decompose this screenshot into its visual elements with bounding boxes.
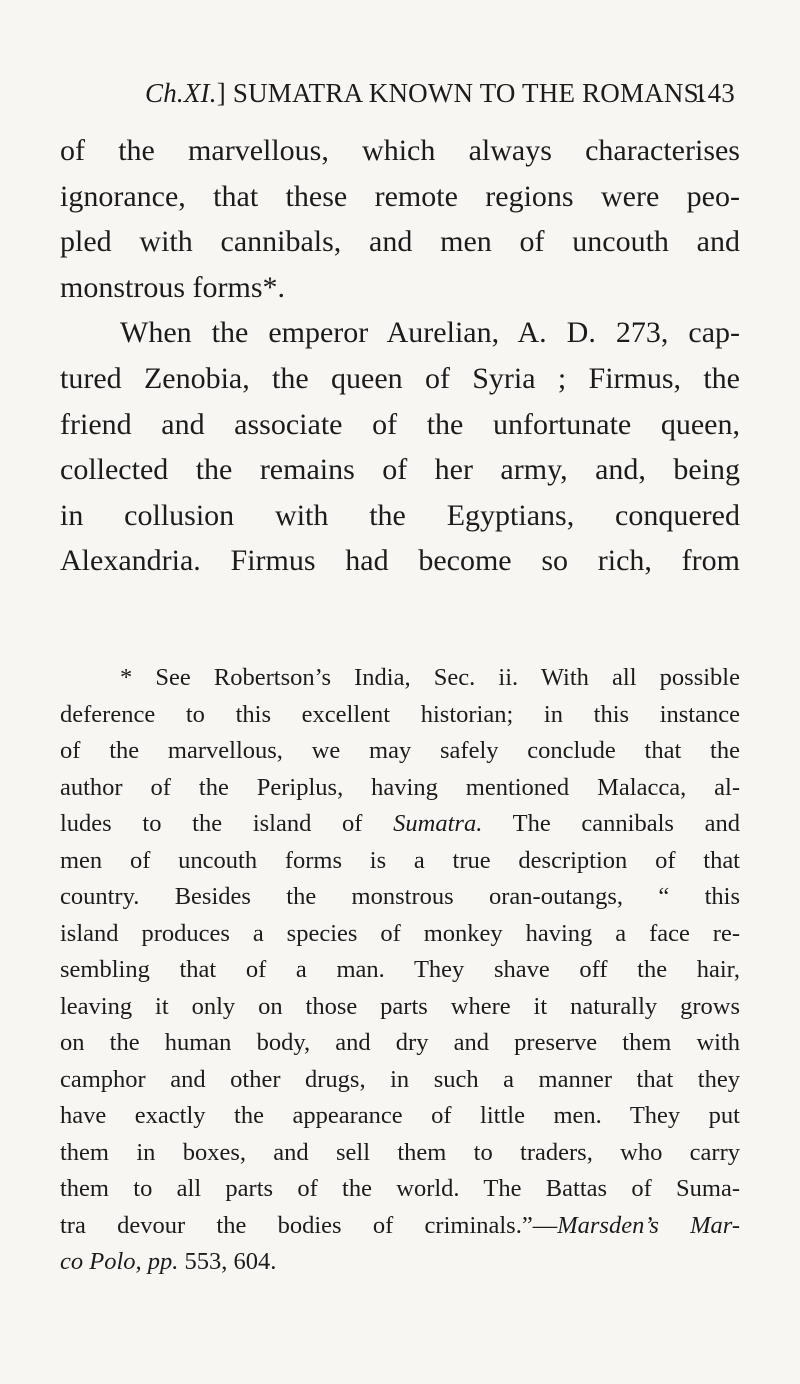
- text-line: friend and associate of the unfortunate queen,: [60, 407, 740, 441]
- text-line: pled with cannibals, and men of uncouth and: [60, 225, 740, 259]
- footnote-italic: Sumatra.: [393, 810, 483, 837]
- footnote-line: [60, 806, 740, 843]
- footnote-line: sembling that of a man. They shave off the hair,: [60, 956, 740, 983]
- main-text: [60, 128, 740, 584]
- footnote: [60, 660, 740, 1281]
- footnote-line: author of the Periplus, having mentioned Malacca, al-: [60, 773, 740, 801]
- footnote-line: them to all parts of the world. The Battas of Suma-: [60, 1175, 740, 1202]
- footnote-line: them in boxes, and sell them to traders, who carry: [60, 1138, 740, 1166]
- footnote-italic: co Polo, pp.: [60, 1248, 179, 1275]
- footnote-line: [60, 1208, 740, 1245]
- chapter-label: Ch.XI.: [145, 78, 217, 108]
- footnote-line: [60, 1244, 740, 1281]
- footnote-line: leaving it only on those parts where it naturally grows: [60, 992, 740, 1020]
- text-line: of the marvellous, which always characterises: [60, 134, 740, 167]
- footnote-line: on the human body, and dry and preserve them with: [60, 1029, 740, 1056]
- footnote-line: have exactly the appearance of little men. They put: [60, 1102, 740, 1129]
- page-number: 143: [693, 78, 735, 108]
- footnote-text: tra devour the bodies of criminals.”—: [60, 1211, 558, 1239]
- footnote-line: of the marvellous, we may safely conclude that the: [60, 737, 740, 764]
- text-line: ignorance, that these remote regions were peo-: [60, 179, 740, 213]
- footnote-line: men of uncouth forms is a true description of that: [60, 846, 740, 874]
- footnote-line: camphor and other drugs, in such a manner that they: [60, 1065, 740, 1093]
- text-line: in collusion with the Egyptians, conquered: [60, 498, 740, 532]
- footnote-text: 553, 604.: [178, 1248, 277, 1275]
- footnote-line: country. Besides the monstrous oran-outangs, “ this: [60, 883, 740, 910]
- footnote-line: deference to this excellent historian; in this instance: [60, 700, 740, 728]
- footnote-line: * See Robertson’s India, Sec. ii. With all possible: [120, 664, 740, 691]
- footnote-text: The cannibals and: [482, 810, 741, 837]
- text-line: monstrous forms*.: [60, 270, 285, 304]
- footnote-text: ludes to the island of: [60, 810, 394, 837]
- footnote-italic: Marsden’s Mar-: [557, 1211, 740, 1239]
- text-line: Alexandria. Firmus had become so rich, from: [60, 544, 740, 578]
- running-title: SUMATRA KNOWN TO THE ROMANS.: [232, 78, 706, 108]
- text-line: tured Zenobia, the queen of Syria ; Firmus, the: [60, 361, 740, 395]
- running-header: [145, 78, 735, 109]
- footnote-line: island produces a species of monkey having a face re-: [60, 919, 740, 947]
- text-line: collected the remains of her army, and, being: [60, 453, 740, 487]
- header-bracket: ]: [216, 78, 226, 108]
- paragraph-start-line: When the emperor Aurelian, A. D. 273, cap-: [120, 316, 740, 350]
